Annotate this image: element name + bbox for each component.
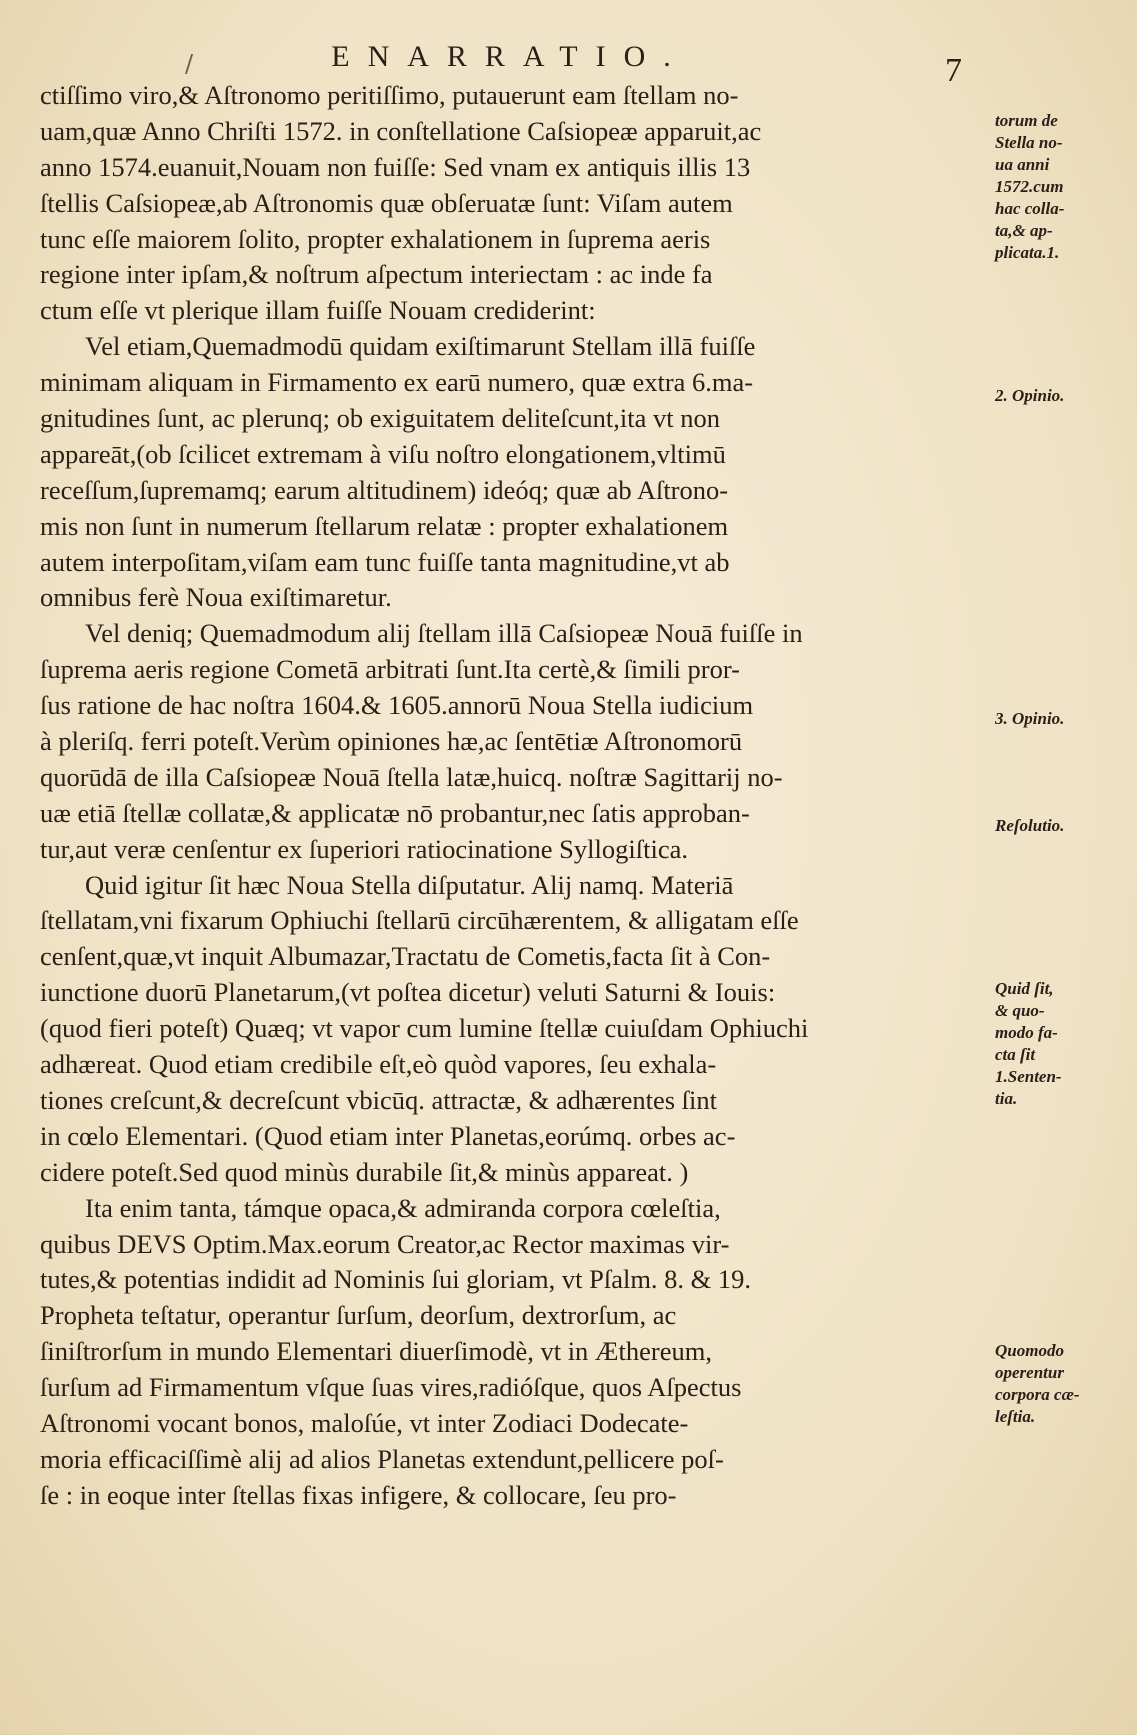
text-line: Vel etiam,Quemadmodū quidam exiſtimarunt Stellam illā fuiſſe [85, 331, 756, 362]
text-line: Ita enim tanta, támque opaca,& admiranda corpora cœleſtia, [85, 1192, 721, 1223]
body-text [40, 78, 985, 1514]
text-line: cidere poteſt.Sed quod minùs durabile ſit,& minùs appareat. ) [40, 1156, 689, 1187]
text-line: Aſtronomi vocant bonos, maloſúe, vt inter Zodiaci Dodecate- [40, 1407, 689, 1438]
margin-note: Quid ſit, & quo- modo fa- cta ſit 1.Senten- tia. [995, 979, 1062, 1108]
text-line: à pleriſq. ferri poteſt.Verùm opiniones hæ,ac ſentētiæ Aſtronomorū [40, 726, 743, 757]
corner-mark: / [185, 50, 194, 78]
text-line: uam,quæ Anno Chriſti 1572. in conſtellatione Caſsiopeæ apparuit,ac [40, 115, 762, 146]
text-line: anno 1574.euanuit,Nouam non fuiſſe: Sed vnam ex antiquis illis 13 [40, 151, 751, 182]
text-line: in cœlo Elementari. (Quod etiam inter Planetas,eorúmq. orbes ac- [40, 1120, 736, 1151]
text-line: mis non ſunt in numerum ſtellarum relatæ : propter exhalationem [40, 510, 729, 541]
text-line: ctum eſſe vt plerique illam fuiſſe Nouam crediderint: [40, 295, 596, 326]
text-line: quibus DEVS Optim.Max.eorum Creator,ac Rector maximas vir- [40, 1228, 730, 1259]
margin-note: 2. Opinio. [995, 386, 1065, 405]
text-line: adhæreat. Quod etiam credibile eſt,eò quòd vapores, ſeu exhala- [40, 1049, 717, 1080]
text-line: moria efficaciſſimè alij ad alios Planetas extendunt,pellicere poſ- [40, 1443, 724, 1474]
text-line: ſe : in eoque inter ſtellas fixas infigere, & collocare, ſeu pro- [40, 1479, 677, 1510]
margin-note: 3. Opinio. [995, 709, 1065, 728]
text-line: ſtellis Caſsiopeæ,ab Aſtronomis quæ obſeruatæ ſunt: Viſam autem [40, 187, 733, 218]
text-line: appareāt,(ob ſcilicet extremam à viſu noſtro elongationem,vltimū [40, 438, 726, 469]
text-line: ſuprema aeris regione Cometā arbitrati ſunt.Ita certè,& ſimili pror- [40, 654, 740, 685]
text-line: ſus ratione de hac noſtra 1604.& 1605.annorū Noua Stella iudicium [40, 690, 754, 721]
text-line: ſurſum ad Firmamentum vſque ſuas vires,radióſque, quos Aſpectus [40, 1372, 742, 1403]
text-line: quorūdā de illa Caſsiopeæ Nouā ſtella latæ,huicq. noſtræ Sagittarij no- [40, 761, 783, 792]
text-line: Vel deniq; Quemadmodum alij ſtellam illā Caſsiopeæ Nouā fuiſſe in [85, 618, 803, 649]
text-line: regione inter ipſam,& noſtrum aſpectum interiectam : ac inde fa [40, 259, 713, 290]
text-line: (quod fieri poteſt) Quæq; vt vapor cum lumine ſtellæ cuiuſdam Ophiuchi [40, 1013, 809, 1044]
text-line: Quid igitur ſit hæc Noua Stella diſputatur. Alij namq. Materiā [85, 869, 734, 900]
margin-note: torum de Stella no- ua anni 1572.cum hac colla- ta,& ap- plicata.1. [995, 111, 1065, 262]
text-line: Propheta teſtatur, operantur ſurſum, deorſum, dextrorſum, ac [40, 1300, 677, 1331]
margin-note: Reſolutio. [995, 816, 1065, 835]
text-line: tur,aut veræ cenſentur ex ſuperiori ratiocinatione Syllogiſtica. [40, 833, 688, 864]
text-line: tutes,& potentias indidit ad Nominis ſui gloriam, vt Pſalm. 8. & 19. [40, 1264, 752, 1295]
text-line: ſtellatam,vni fixarum Ophiuchi ſtellarū circūhærentem, & alligatam eſſe [40, 905, 799, 936]
margin-note: Quomodo operentur corpora cæ- leſtia. [995, 1341, 1080, 1426]
text-line: omnibus ferè Noua exiſtimaretur. [40, 582, 392, 613]
text-line: receſſum,ſupremamq; earum altitudinem) ideóq; quæ ab Aſtrono- [40, 474, 729, 505]
text-line: tunc eſſe maiorem ſolito, propter exhalationem in ſuprema aeris [40, 223, 711, 254]
page-number: 7 [945, 52, 962, 89]
text-line: cenſent,quæ,vt inquit Albumazar,Tractatu de Cometis,facta ſit à Con- [40, 941, 771, 972]
text-line: autem interpoſitam,viſam eam tunc fuiſſe tanta magnitudine,vt ab [40, 546, 730, 577]
text-line: tiones creſcunt,& decreſcunt vbicūq. attractæ, & adhærentes ſint [40, 1084, 718, 1115]
text-line: ſiniſtrorſum in mundo Elementari diuerſimodè, vt in Æthereum, [40, 1336, 712, 1367]
text-line: gnitudines ſunt, ac plerunq; ob exiguitatem deliteſcunt,ita vt non [40, 403, 721, 434]
running-head: ENARRATIO. [331, 40, 689, 73]
text-line: ctiſſimo viro,& Aſtronomo peritiſſimo, putauerunt eam ſtellam no- [40, 80, 739, 110]
text-line: uæ etiā ſtellæ collatæ,& applicatæ nō probantur,nec ſatis approban- [40, 797, 750, 828]
text-line: iunctione duorū Planetarum,(vt poſtea dicetur) veluti Saturni & Iouis: [40, 977, 776, 1008]
text-line: minimam aliquam in Firmamento ex earū numero, quæ extra 6.ma- [40, 367, 754, 398]
